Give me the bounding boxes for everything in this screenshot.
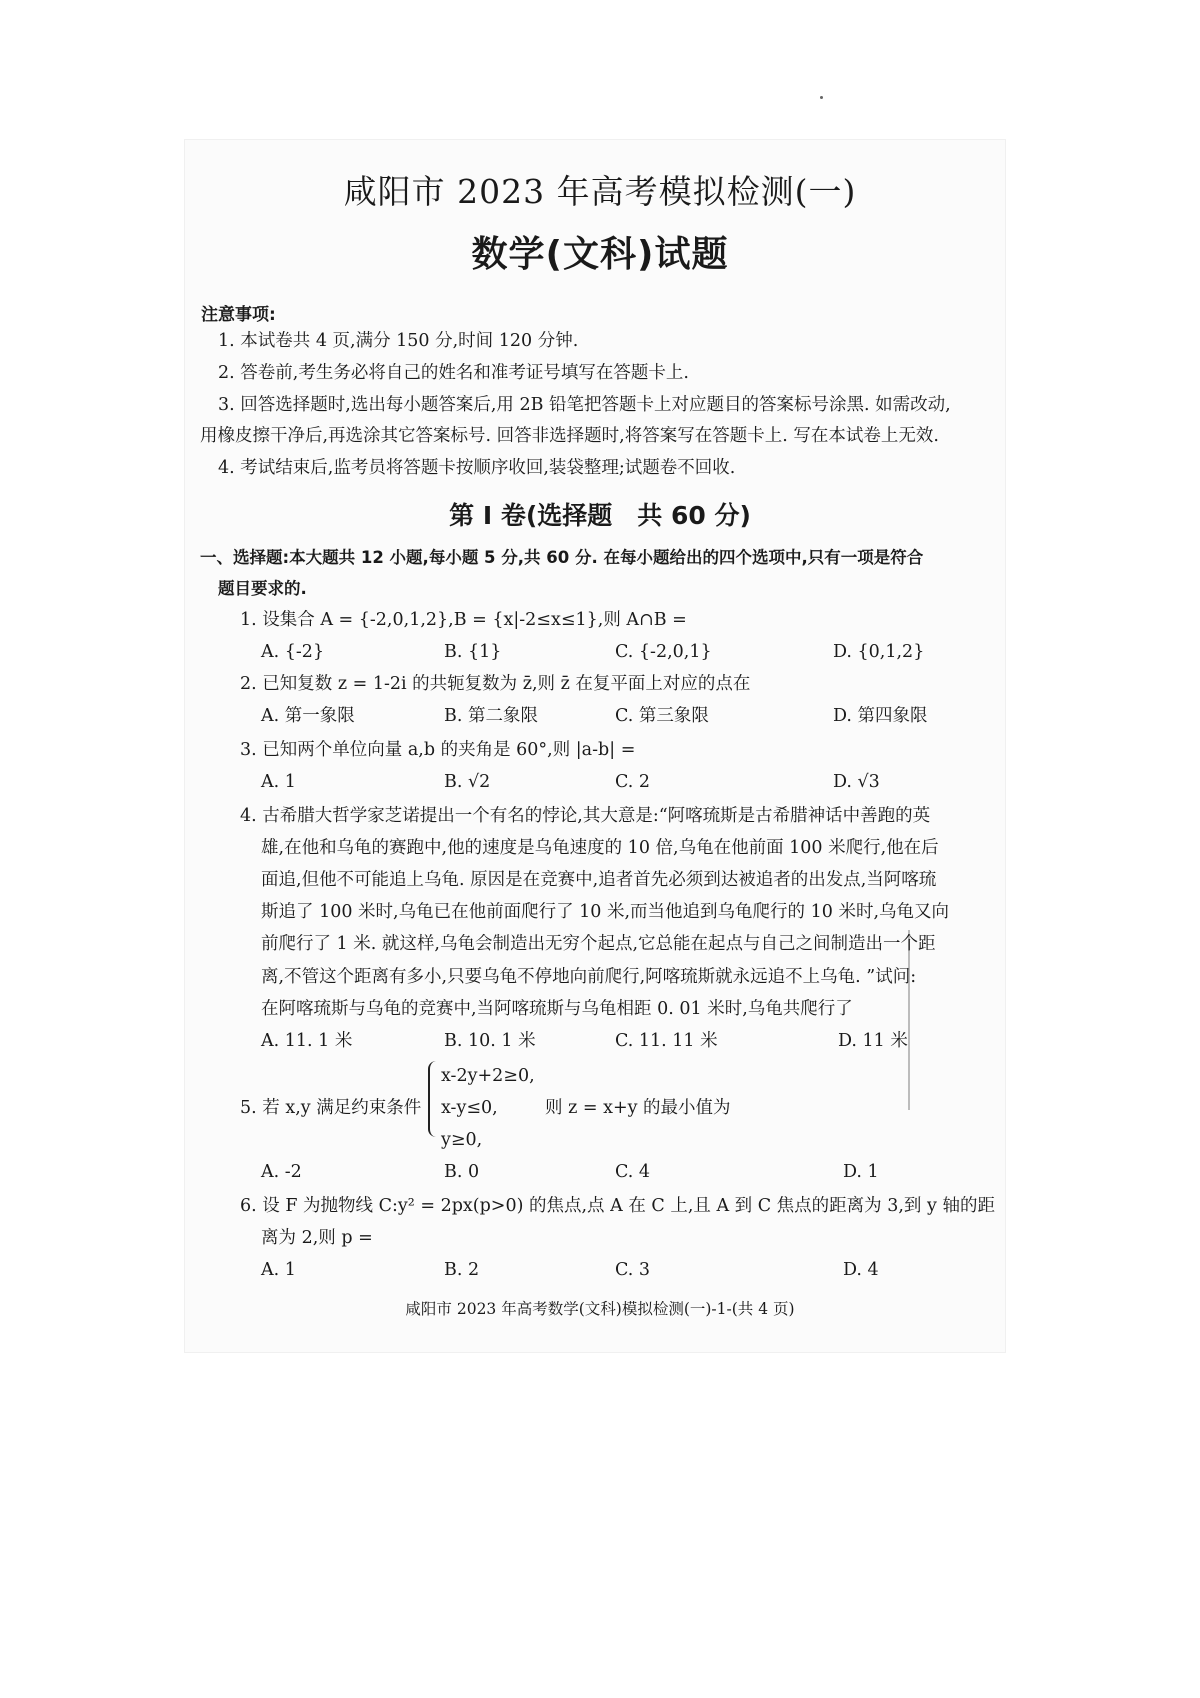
notice-item: 4. 考试结束后,监考员将答题卡按顺序收回,装袋整理;试题卷不回收. — [218, 458, 736, 478]
question-2-stem: 2. 已知复数 z = 1-2i 的共轭复数为 z̄,则 z̄ 在复平面上对应的点在 — [240, 674, 751, 694]
exam-title: 咸阳市 2023 年高考模拟检测(一) — [343, 172, 857, 211]
question-6-option-d: D. 4 — [843, 1260, 879, 1280]
question-6-line: 6. 设 F 为抛物线 C:y² = 2px(p>0) 的焦点,点 A 在 C 上,且 A 到 C 焦点的距离为 3,到 y 轴的距 — [240, 1196, 995, 1216]
question-4-line: 离,不管这个距离有多小,只要乌龟不停地向前爬行,阿喀琉斯就永远追不上乌龟. ”试问: — [261, 967, 917, 987]
question-3-stem: 3. 已知两个单位向量 a,b 的夹角是 60°,则 |a-b| = — [240, 740, 636, 760]
question-5-option-c: C. 4 — [615, 1162, 651, 1182]
question-5-option-d: D. 1 — [843, 1162, 879, 1182]
question-4-line: 在阿喀琉斯与乌龟的竞赛中,当阿喀琉斯与乌龟相距 0. 01 米时,乌龟共爬行了 — [261, 999, 853, 1019]
notice-item: 2. 答卷前,考生务必将自己的姓名和准考证号填写在答题卡上. — [218, 363, 689, 383]
question-2-option-a: A. 第一象限 — [261, 706, 355, 726]
page-footer: 咸阳市 2023 年高考数学(文科)模拟检测(一)-1-(共 4 页) — [405, 1300, 795, 1318]
question-4-option-d: D. 11 米 — [838, 1031, 908, 1051]
question-6-option-a: A. 1 — [261, 1260, 296, 1280]
question-5-stem-post: 则 z = x+y 的最小值为 — [545, 1098, 731, 1118]
question-3-option-a: A. 1 — [261, 772, 296, 792]
constraint-brace — [428, 1061, 440, 1137]
question-6-option-b: B. 2 — [444, 1260, 480, 1280]
question-1-option-d: D. {0,1,2} — [833, 642, 925, 662]
question-5-constraint: x-2y+2≥0, — [441, 1066, 535, 1086]
notice-item: 3. 回答选择题时,选出每小题答案后,用 2B 铅笔把答题卡上对应题目的答案标号涂黑. 如需改动, — [218, 395, 951, 415]
section-intro: 一、选择题:本大题共 12 小题,每小题 5 分,共 60 分. 在每小题给出的四个选项中,只有一项是符合 — [200, 548, 924, 567]
question-4-line: 4. 古希腊大哲学家芝诺提出一个有名的悖论,其大意是:“阿喀琉斯是古希腊神话中善跑的英 — [240, 806, 931, 826]
question-2-option-d: D. 第四象限 — [833, 706, 928, 726]
question-4-line: 面追,但他不可能追上乌龟. 原因是在竞赛中,追者首先必须到达被追者的出发点,当阿喀琉 — [261, 870, 937, 890]
question-3-option-b: B. √2 — [444, 772, 491, 792]
question-1-option-a: A. {-2} — [261, 642, 325, 662]
question-4-line: 前爬行了 1 米. 就这样,乌龟会制造出无穷个起点,它总能在起点与自己之间制造出一个距 — [261, 934, 936, 954]
question-5-option-a: A. -2 — [261, 1162, 302, 1182]
exam-subtitle: 数学(文科)试题 — [471, 234, 729, 275]
question-3-option-d: D. √3 — [833, 772, 880, 792]
question-6-line: 离为 2,则 p = — [261, 1228, 373, 1248]
question-4-option-b: B. 10. 1 米 — [444, 1031, 536, 1051]
question-1-stem: 1. 设集合 A = {-2,0,1,2},B = {x|-2≤x≤1},则 A∩B = — [240, 610, 687, 630]
scan-speck — [820, 96, 823, 99]
question-5-constraint: y≥0, — [441, 1130, 483, 1150]
question-4-line: 斯追了 100 米时,乌龟已在他前面爬行了 10 米,而当他追到乌龟爬行的 10 米时,乌龟又向 — [261, 902, 950, 922]
question-1-option-c: C. {-2,0,1} — [615, 642, 712, 662]
notice-item: 1. 本试卷共 4 页,满分 150 分,时间 120 分钟. — [218, 331, 579, 351]
question-6-option-c: C. 3 — [615, 1260, 651, 1280]
notice-heading: 注意事项: — [201, 305, 276, 325]
notice-item-continued: 用橡皮擦干净后,再选涂其它答案标号. 回答非选择题时,将答案写在答题卡上. 写在本试卷上无效. — [200, 426, 939, 446]
question-4-option-c: C. 11. 11 米 — [615, 1031, 718, 1051]
section-intro-continued: 题目要求的. — [218, 579, 307, 598]
question-4-line: 雄,在他和乌龟的赛跑中,他的速度是乌龟速度的 10 倍,乌龟在他前面 100 米爬行,他在后 — [261, 838, 939, 858]
question-3-option-c: C. 2 — [615, 772, 651, 792]
question-4-option-a: A. 11. 1 米 — [261, 1031, 353, 1051]
question-1-option-b: B. {1} — [444, 642, 502, 662]
section-title: 第 Ⅰ 卷(选择题 共 60 分) — [449, 501, 751, 530]
question-5-constraint: x-y≤0, — [441, 1098, 498, 1118]
question-2-option-b: B. 第二象限 — [444, 706, 538, 726]
question-5-stem-pre: 5. 若 x,y 满足约束条件 — [240, 1098, 422, 1118]
question-2-option-c: C. 第三象限 — [615, 706, 709, 726]
question-5-option-b: B. 0 — [444, 1162, 480, 1182]
scan-edge-line — [908, 930, 910, 1110]
